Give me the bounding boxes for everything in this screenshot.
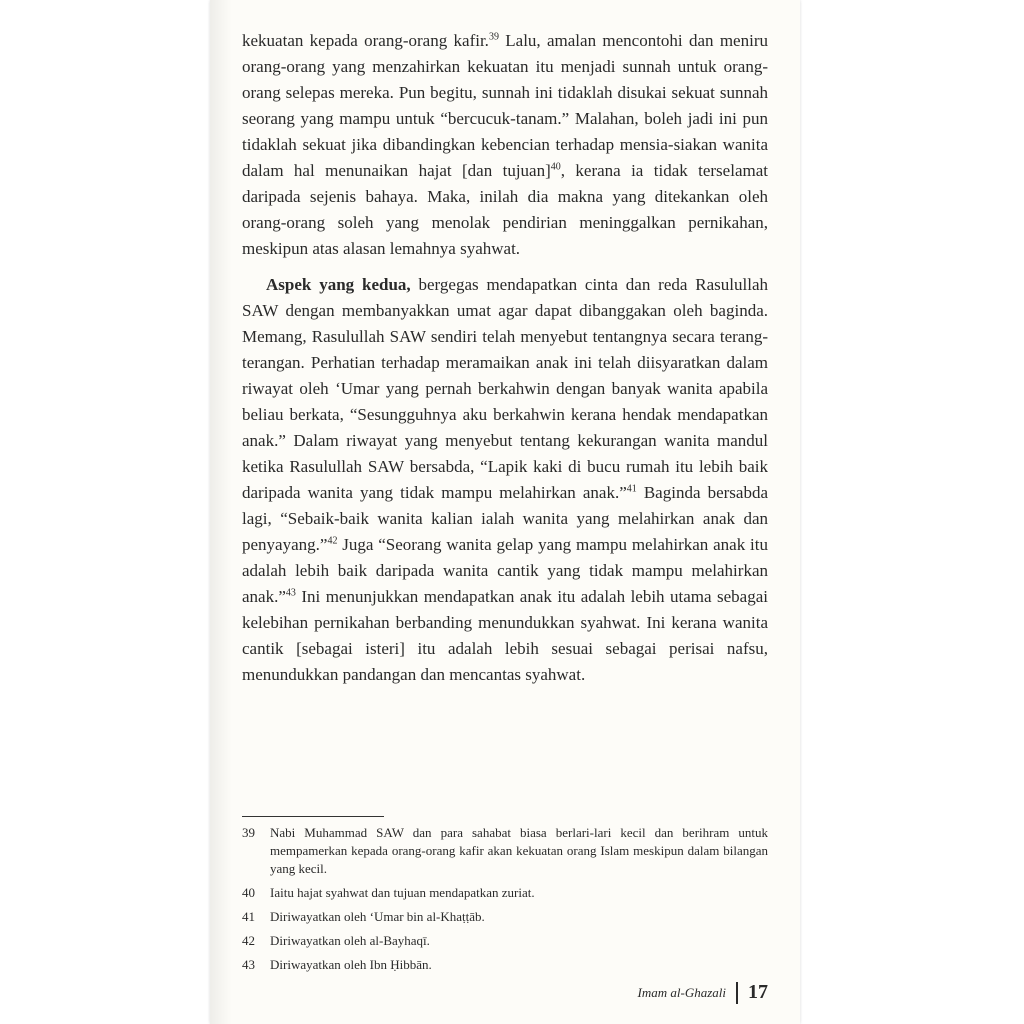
footnote-text: Iaitu hajat syahwat dan tujuan mendapatkan zuriat. [270, 885, 535, 900]
paragraph-2-text-b: Baginda bersabda lagi, “Sebaik-baik wanita kalian ialah wanita yang melahirkan anak dan penyayang.” [242, 483, 768, 554]
running-footer-author: Imam al-Ghazali [637, 984, 726, 1000]
paragraph-2-text-c: Juga “Seorang wanita gelap yang mampu melahirkan anak itu adalah lebih baik daripada wanita cantik yang tidak mampu melahirkan anak.” [242, 535, 768, 606]
footnote-divider [242, 816, 384, 817]
paragraph-1-text-c: , kerana ia tidak terselamat daripada sejenis bahaya. Maka, inilah dia makna yang ditekankan oleh orang-orang soleh yang menolak pendirian meninggalkan pernikahan, meskipun atas alasan lemahnya syahwat. [242, 161, 768, 258]
footnote-ref-43: 43 [285, 587, 296, 599]
footnote-42 [242, 932, 768, 950]
footnote-40 [242, 884, 768, 902]
main-text [242, 28, 768, 688]
paragraph-2-text-a: bergegas mendapatkan cinta dan reda Rasulullah SAW dengan membanyakkan umat agar dapat dibanggakan oleh baginda. Memang, Rasulullah SAW sendiri telah menyebut tentangnya secara terang-terangan. Perhatian terhadap meramaikan anak ini telah diisyaratkan dalam riwayat oleh ‘Umar yang pernah berkahwin dengan banyak wanita apabila beliau berkata, “Sesungguhnya aku berkahwin kerana hendak mendapatkan anak.” Dalam riwayat yang menyebut tentang kekurangan wanita mandul ketika Rasulullah SAW bersabda, “Lapik kaki di bucu rumah itu lebih baik daripada wanita yang tidak mampu melahirkan anak.” [242, 275, 768, 502]
footnote-ref-39: 39 [488, 31, 499, 43]
footnote-text: Nabi Muhammad SAW dan para sahabat biasa berlari-lari kecil dan berihram untuk mempamerkan kepada orang-orang kafir akan kekuatan orang Islam meskipun dalam bilangan yang kecil. [270, 825, 768, 876]
footnote-number: 41 [242, 909, 255, 924]
paragraph-2-text-d: Ini menunjukkan mendapatkan anak itu adalah lebih utama sebagai kelebihan pernikahan berbanding menundukkan syahwat. Ini kerana wanita cantik [sebagai isteri] itu adalah lebih sesuai sebagai perisai nafsu, menundukkan pandangan dan mencantas syahwat. [242, 587, 768, 684]
footnote-number: 42 [242, 933, 255, 948]
footnote-43 [242, 956, 768, 974]
footnote-number: 40 [242, 885, 255, 900]
footnote-text: Diriwayatkan oleh Ibn Ḥibbān. [270, 957, 432, 972]
paragraph-1 [242, 28, 768, 262]
footnote-ref-40: 40 [550, 161, 561, 173]
page-number: 17 [748, 981, 768, 1003]
footnote-text: Diriwayatkan oleh ‘Umar bin al-Khaṭṭāb. [270, 909, 485, 924]
footnote-39 [242, 824, 768, 878]
paragraph-2-lead: Aspek yang kedua, [266, 275, 411, 294]
footnote-text: Diriwayatkan oleh al-Bayhaqī. [270, 933, 430, 948]
footnote-41 [242, 908, 768, 926]
footnote-ref-42: 42 [327, 535, 338, 547]
footnotes [242, 824, 768, 980]
footnote-ref-41: 41 [626, 483, 637, 495]
page-footer [638, 981, 768, 1004]
book-page [210, 0, 800, 1024]
footer-separator [736, 982, 738, 1004]
paragraph-1-text-b: Lalu, amalan mencontohi dan meniru orang-orang yang menzahirkan kekuatan itu menjadi sunnah untuk orang-orang selepas mereka. Pun begitu, sunnah ini tidaklah disukai sekuat sunnah seorang yang mampu untuk “bercucuk-tanam.” Malahan, boleh jadi ini pun tidaklah sekuat jika dibandingkan kebencian terhadap mensia-siakan wanita dalam hal menunaikan hajat [dan tujuan] [242, 31, 768, 180]
footnote-number: 43 [242, 957, 255, 972]
paragraph-1-text-a: kekuatan kepada orang-orang kafir. [242, 31, 489, 50]
paragraph-2 [242, 272, 768, 688]
footnote-number: 39 [242, 825, 255, 840]
